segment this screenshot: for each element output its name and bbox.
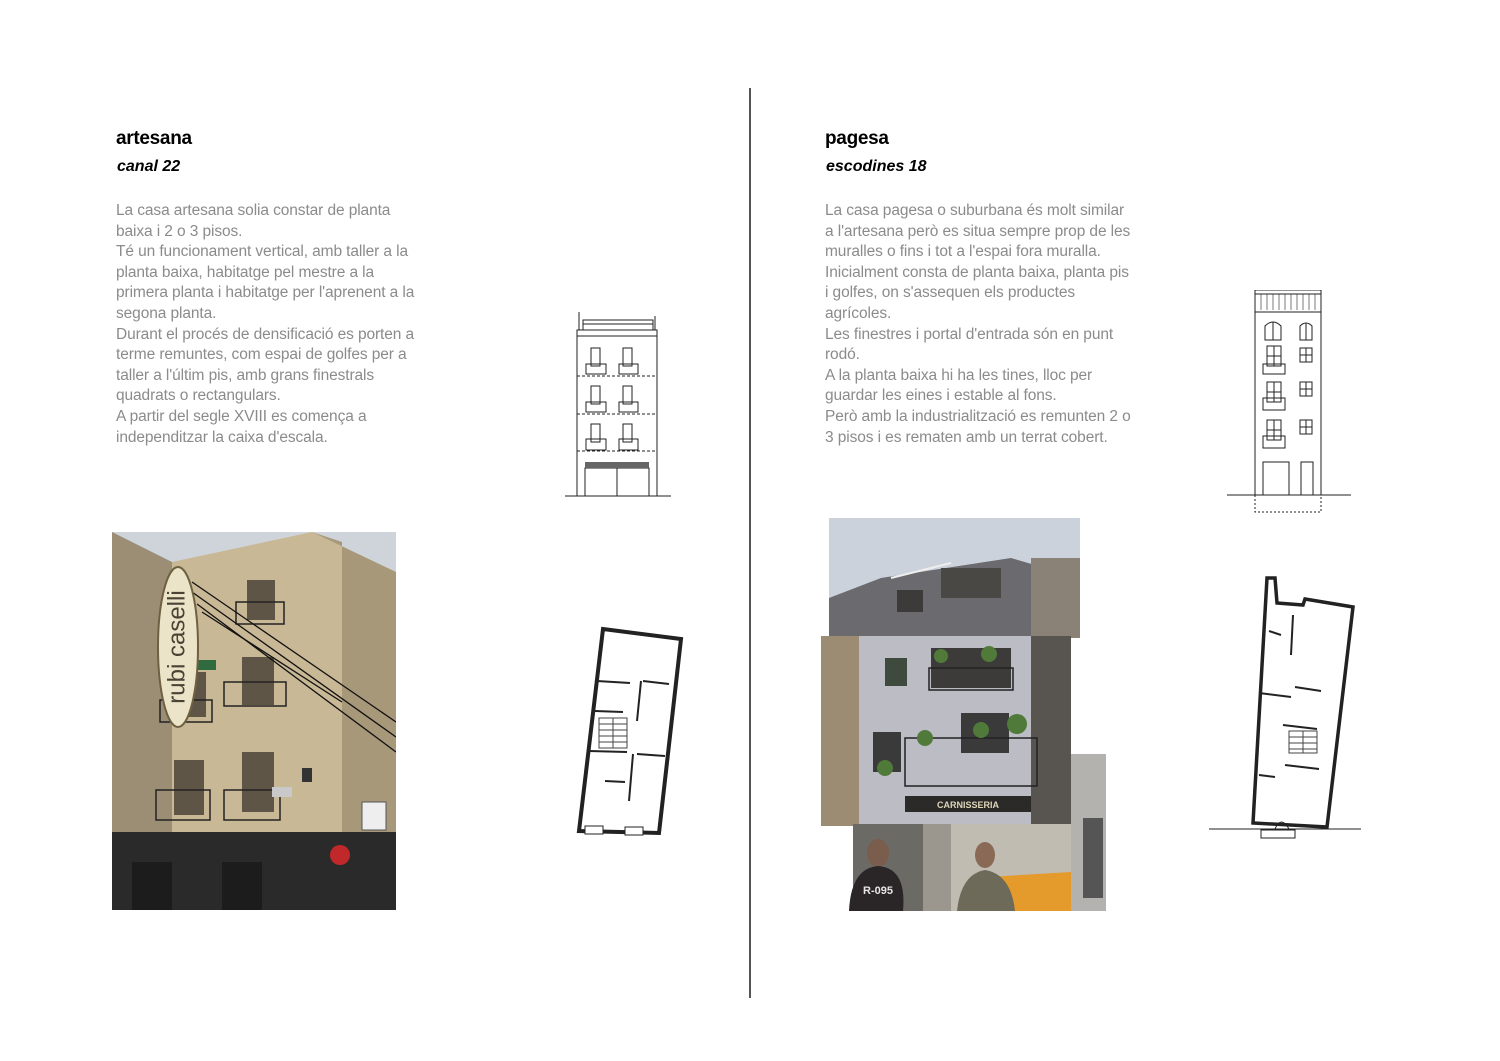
pagesa-elevation-drawing bbox=[1227, 290, 1351, 516]
butcher-shop-sign: CARNISSERIA bbox=[936, 800, 1000, 810]
left-subtitle: canal 22 bbox=[117, 158, 181, 175]
left-paragraph: La casa artesana solia constar de planta baixa i 2 o 3 pisos. Té un funcionament vertical, amb taller a la planta baixa, habitatge pel mestre a la primera planta i habitatge per l'aprenent a la segona planta. Durant el procés de densificació es porten a terme remuntes, com espai de golfes per a taller a l'últim pis, amb grans finestrals quadrats o rectangulars. A partir del segle XVIII es comença a independitzar la caixa d'escala. bbox=[116, 202, 415, 446]
jacket-print-text: R-095 bbox=[863, 885, 893, 897]
pagesa-floor-plan bbox=[1209, 575, 1363, 850]
right-paragraph: La casa pagesa o suburbana és molt similar a l'artesana però es situa sempre prop de les muralles o fins i tot a l'espai fora muralla. Inicialment consta de planta baixa, planta pis i golfes, on s'assequen els productes agrícoles. Les finestres i portal d'entrada són en punt rodó. A la planta baixa hi ha les tines, lloc per guardar les eines i estable al fons. Però amb la industrialització es remunten 2 o 3 pisos i es rematen amb un terrat cobert. bbox=[825, 202, 1131, 446]
right-subtitle: escodines 18 bbox=[826, 158, 927, 175]
shop-sign-text: rubi caselli bbox=[163, 590, 191, 704]
left-page-artesana bbox=[0, 0, 749, 1061]
artesana-street-photo bbox=[112, 532, 396, 910]
artesana-elevation-drawing bbox=[565, 308, 671, 500]
pagesa-street-photo-collage bbox=[821, 518, 1106, 911]
left-title: artesana bbox=[116, 128, 192, 149]
right-title: pagesa bbox=[825, 128, 889, 149]
artesana-floor-plan bbox=[575, 626, 687, 838]
right-page-pagesa bbox=[751, 0, 1500, 1061]
